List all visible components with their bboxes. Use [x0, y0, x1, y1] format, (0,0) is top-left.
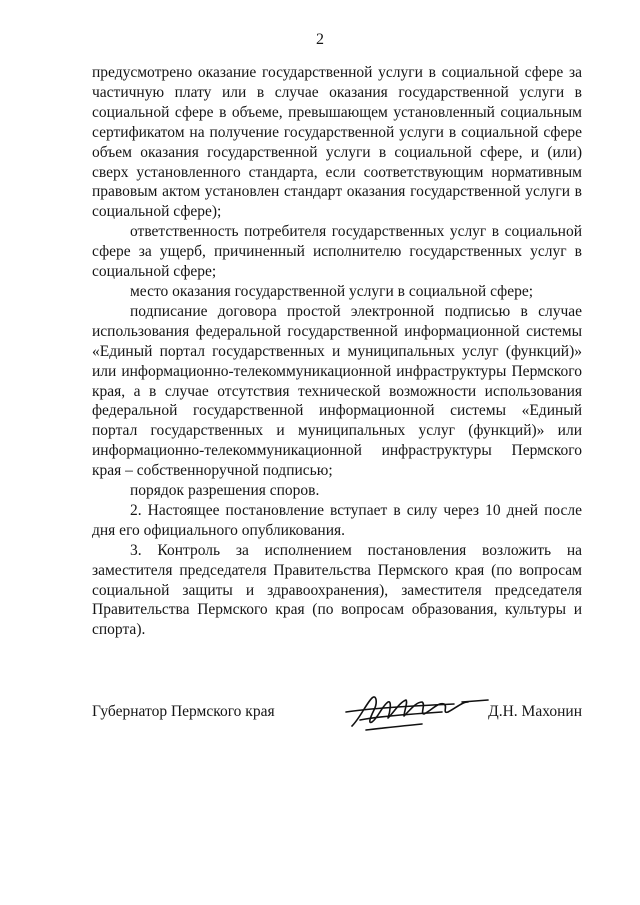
- signature-block: [92, 696, 582, 736]
- handwritten-signature: [342, 690, 492, 734]
- paragraph-service-payment: предусмотрено оказание государственной услуги в социальной сфере за частичную плату или в случае оказания государственной услуги в социальной сфере в объеме, превышающем установленный социальным сертификатом на получение государственной услуги в социальной сфере объем оказания государственной услуги в социальной сфере, и (или) сверх установленного стандарта, если соответствующим нормативным правовым актом установлен стандарт оказания государственной услуги в социальной сфере);: [92, 64, 582, 221]
- page-number: 2: [316, 31, 324, 48]
- document-body: [92, 63, 582, 640]
- paragraph-place: место оказания государственной услуги в социальной сфере;: [130, 282, 534, 300]
- paragraph-effective-date: 2. Настоящее постановление вступает в силу через 10 дней после дня его официального опубликования.: [92, 501, 582, 539]
- paragraph-signing: подписание договора простой электронной подписью в случае использования федеральной государственной информационной системы «Единый портал государственных и муниципальных услуг (функций)» или информационно-телекоммуникационной инфраструктуры Пермского края, а в случае отсутствия технической возможности использования федеральной государственной информационной системы «Единый портал государственных и муниципальных услуг (функций)» или информационно-телекоммуникационной инфраструктуры Пермского края – собственноручной подписью;: [92, 302, 582, 480]
- paragraph-disputes: порядок разрешения споров.: [130, 482, 320, 500]
- paragraph-control: 3. Контроль за исполнением постановления возложить на заместителя председателя Правительства Пермского края (по вопросам социальной защиты и здравоохранения), заместителя председателя Правительства Пермского края (по вопросам образования, культуры и спорта).: [92, 541, 582, 639]
- signer-position: Губернатор Пермского края: [92, 703, 275, 720]
- signer-name: Д.Н. Махонин: [488, 703, 582, 720]
- paragraph-liability: ответственность потребителя государственных услуг в социальной сфере за ущерб, причиненный исполнителю государственных услуг в социальной сфере;: [92, 223, 582, 281]
